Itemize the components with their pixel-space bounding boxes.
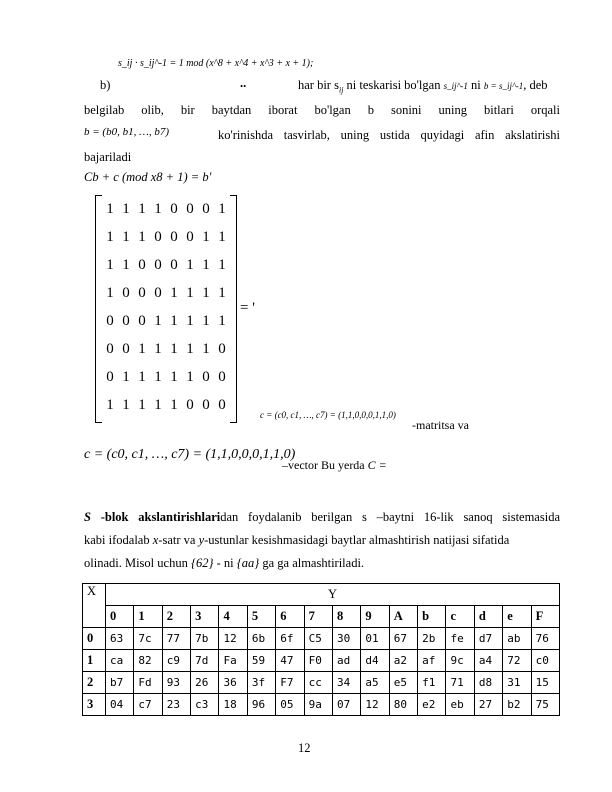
matrix-cell: 0 bbox=[106, 369, 114, 385]
column-header: 8 bbox=[332, 606, 360, 628]
table-cell: 05 bbox=[276, 694, 304, 716]
matrix-cell: 1 bbox=[154, 369, 162, 385]
matrix-cell: 1 bbox=[202, 257, 210, 273]
table-cell: a4 bbox=[474, 650, 502, 672]
matrix-cell: 0 bbox=[218, 341, 226, 357]
table-cell: 04 bbox=[105, 694, 133, 716]
matrix-cell: 0 bbox=[154, 257, 162, 273]
table-cell: 7d bbox=[191, 650, 219, 672]
column-header: F bbox=[531, 606, 559, 628]
table-cell: 7b bbox=[191, 628, 219, 650]
table-cell: e5 bbox=[389, 672, 417, 694]
x-header: X bbox=[83, 584, 106, 628]
matrix-cell: 0 bbox=[202, 397, 210, 413]
matrix-row bbox=[96, 251, 236, 279]
table-cell: a2 bbox=[389, 650, 417, 672]
matrix-cell: 1 bbox=[202, 229, 210, 245]
matrix-cell: 0 bbox=[186, 201, 194, 217]
column-header: 1 bbox=[134, 606, 162, 628]
table-cell: 07 bbox=[332, 694, 360, 716]
text: ni teskarisi bo'lgan bbox=[343, 78, 444, 92]
matrix-row bbox=[96, 335, 236, 363]
table-row bbox=[83, 628, 560, 650]
matrix-cell: 0 bbox=[186, 229, 194, 245]
text: –vector Bu yerda bbox=[282, 458, 368, 472]
item-label-b: b) bbox=[100, 78, 111, 92]
para-b-line1 bbox=[298, 78, 548, 95]
matrix-cell: 1 bbox=[170, 285, 178, 301]
c-vector-large: c = (c0, c1, …, c7) = (1,1,0,0,0,1,1,0) bbox=[84, 447, 296, 462]
column-header: 9 bbox=[361, 606, 389, 628]
column-header: 7 bbox=[304, 606, 332, 628]
table-cell: e2 bbox=[418, 694, 446, 716]
matrix-cell: 0 bbox=[122, 341, 130, 357]
matrix-C bbox=[95, 195, 237, 423]
table-header-row bbox=[83, 584, 560, 606]
matrix-cell: 1 bbox=[170, 369, 178, 385]
column-header: 2 bbox=[162, 606, 190, 628]
text: ga ga almashtiriladi. bbox=[259, 556, 365, 570]
matrix-cell: 0 bbox=[122, 313, 130, 329]
table-cell: 6f bbox=[276, 628, 304, 650]
table-cell: 71 bbox=[446, 672, 474, 694]
matrix-equals: = ' bbox=[240, 300, 255, 316]
matrix-cell: 0 bbox=[154, 229, 162, 245]
matrix-cell: 0 bbox=[138, 257, 146, 273]
table-cell: 63 bbox=[105, 628, 133, 650]
column-header: c bbox=[446, 606, 474, 628]
sblock-line1 bbox=[84, 510, 560, 525]
matrix-cell: 1 bbox=[122, 257, 130, 273]
y-header: Y bbox=[105, 584, 559, 606]
table-cell: d8 bbox=[474, 672, 502, 694]
example-input: {62} bbox=[190, 556, 214, 570]
matrix-cell: 1 bbox=[202, 341, 210, 357]
matrix-row bbox=[96, 391, 236, 419]
table-cell: 6b bbox=[247, 628, 275, 650]
table-cell: cc bbox=[304, 672, 332, 694]
matrix-cell: 1 bbox=[186, 341, 194, 357]
table-cell: 31 bbox=[503, 672, 531, 694]
column-header: 5 bbox=[247, 606, 275, 628]
table-cell: af bbox=[418, 650, 446, 672]
table-cell: 12 bbox=[219, 628, 247, 650]
table-cell: 59 bbox=[247, 650, 275, 672]
matrix-cell: 1 bbox=[106, 285, 114, 301]
table-cell: F7 bbox=[276, 672, 304, 694]
column-header: b bbox=[418, 606, 446, 628]
table-cell: ca bbox=[105, 650, 133, 672]
table-cell: 75 bbox=[531, 694, 559, 716]
para-b-line4: bajariladi bbox=[84, 150, 132, 164]
matrix-cell: 0 bbox=[218, 397, 226, 413]
matrix-cell: 1 bbox=[122, 201, 130, 217]
text: -satr va bbox=[158, 533, 199, 547]
matrix-cell: 0 bbox=[106, 313, 114, 329]
table-cell: ab bbox=[503, 628, 531, 650]
table-cell: ad bbox=[332, 650, 360, 672]
matrix-cell: 0 bbox=[122, 285, 130, 301]
sblock-line2 bbox=[84, 533, 509, 548]
table-cell: 23 bbox=[162, 694, 190, 716]
bold-text: -blok akslantirishlari bbox=[90, 510, 221, 524]
table-cell: d4 bbox=[361, 650, 389, 672]
table-cell: c7 bbox=[134, 694, 162, 716]
matrix-cell: 0 bbox=[202, 201, 210, 217]
table-cell: 34 bbox=[332, 672, 360, 694]
dots: .. bbox=[240, 76, 247, 90]
table-cell: C5 bbox=[304, 628, 332, 650]
b-vector: b = (b0, b1, …, b7) bbox=[84, 126, 170, 138]
row-header: 1 bbox=[83, 650, 106, 672]
text: ni bbox=[467, 78, 484, 92]
matrix-cell: 1 bbox=[218, 201, 226, 217]
matrix-cell: 0 bbox=[186, 397, 194, 413]
y-var: y bbox=[198, 533, 205, 547]
table-cell: 18 bbox=[219, 694, 247, 716]
table-cell: 76 bbox=[531, 628, 559, 650]
sblock-line3 bbox=[84, 556, 364, 571]
matrix-cell: 1 bbox=[154, 341, 162, 357]
table-cell: 36 bbox=[219, 672, 247, 694]
table-cell: 9c bbox=[446, 650, 474, 672]
table-cell: fe bbox=[446, 628, 474, 650]
matrix-row bbox=[96, 195, 236, 223]
matrix-cell: 0 bbox=[170, 257, 178, 273]
table-cell: 01 bbox=[361, 628, 389, 650]
c-vector-small: c = (c0, c1, …, c7) = (1,1,0,0,0,1,1,0) bbox=[260, 410, 396, 420]
table-cell: F0 bbox=[304, 650, 332, 672]
table-row bbox=[83, 694, 560, 716]
matrix-row bbox=[96, 223, 236, 251]
text: dan foydalanib berilgan s –baytni 16-lik sanoq sistemasida bbox=[220, 510, 560, 524]
matrix-row bbox=[96, 279, 236, 307]
row-header: 2 bbox=[83, 672, 106, 694]
matrix-cell: 1 bbox=[218, 313, 226, 329]
S-symbol: S bbox=[84, 510, 91, 524]
table-cell: 67 bbox=[389, 628, 417, 650]
table-cell: Fa bbox=[219, 650, 247, 672]
text: olinadi. Misol uchun bbox=[84, 556, 191, 570]
column-header: 4 bbox=[219, 606, 247, 628]
matrix-cell: 1 bbox=[138, 341, 146, 357]
text: - ni bbox=[213, 556, 237, 570]
matrix-cell: 0 bbox=[170, 229, 178, 245]
formula-inverse: s_ij · s_ij^-1 = 1 mod (x^8 + x^4 + x^3 + x + 1); bbox=[118, 58, 314, 69]
text: -ustunlar kesishmasidagi baytlar almashtirish natijasi sifatida bbox=[204, 533, 510, 547]
affine-formula: Cb + c (mod x8 + 1) = b' bbox=[84, 170, 212, 184]
table-cell: 27 bbox=[474, 694, 502, 716]
matrix-cell: 1 bbox=[186, 285, 194, 301]
table-cell: 15 bbox=[531, 672, 559, 694]
table-cell: 2b bbox=[418, 628, 446, 650]
matrix-row bbox=[96, 363, 236, 391]
table-cell: 3f bbox=[247, 672, 275, 694]
matrix-cell: 1 bbox=[154, 201, 162, 217]
matrix-cell: 1 bbox=[218, 285, 226, 301]
table-cell: d7 bbox=[474, 628, 502, 650]
table-cell: eb bbox=[446, 694, 474, 716]
matrix-cell: 1 bbox=[202, 313, 210, 329]
table-cell: 80 bbox=[389, 694, 417, 716]
matrix-cell: 1 bbox=[170, 397, 178, 413]
matrix-cell: 1 bbox=[154, 313, 162, 329]
matrix-cell: 1 bbox=[106, 257, 114, 273]
table-cell: Fd bbox=[134, 672, 162, 694]
matrix-cell: 1 bbox=[106, 201, 114, 217]
matrix-cell: 1 bbox=[138, 229, 146, 245]
para-b-line2: belgilab olib, bir baytdan iborat bo'lgan b sonini uning bitlari orqali bbox=[84, 103, 560, 117]
matrix-cell: 1 bbox=[218, 229, 226, 245]
matrix-cell: 1 bbox=[186, 369, 194, 385]
column-header: A bbox=[389, 606, 417, 628]
column-header: d bbox=[474, 606, 502, 628]
text: , deb bbox=[523, 78, 548, 92]
matrix-cell: 1 bbox=[170, 341, 178, 357]
table-row bbox=[83, 672, 560, 694]
column-header: 3 bbox=[191, 606, 219, 628]
formula: b = s_ij^-1 bbox=[483, 81, 524, 91]
matrix-cell: 1 bbox=[122, 229, 130, 245]
example-output: {aa} bbox=[236, 556, 260, 570]
table-cell: 82 bbox=[134, 650, 162, 672]
page-number: 12 bbox=[298, 741, 311, 755]
table-cell: b7 bbox=[105, 672, 133, 694]
table-cell: 47 bbox=[276, 650, 304, 672]
matrix-cell: 1 bbox=[106, 229, 114, 245]
table-cell: c9 bbox=[162, 650, 190, 672]
column-header: 0 bbox=[105, 606, 133, 628]
column-header: 6 bbox=[276, 606, 304, 628]
table-cell: b2 bbox=[503, 694, 531, 716]
table-row bbox=[83, 650, 560, 672]
table-cell: 9a bbox=[304, 694, 332, 716]
table-cell: 12 bbox=[361, 694, 389, 716]
matrix-cell: 1 bbox=[122, 397, 130, 413]
table-cell: f1 bbox=[418, 672, 446, 694]
para-b-line3: ko'rinishda tasvirlab, uning ustida quyidagi afin akslatirishi bbox=[218, 128, 560, 142]
x-var: x bbox=[152, 533, 159, 547]
matrix-cell: 0 bbox=[202, 369, 210, 385]
table-cell: 93 bbox=[162, 672, 190, 694]
column-header: e bbox=[503, 606, 531, 628]
matrix-cell: 1 bbox=[186, 257, 194, 273]
matrix-cell: 0 bbox=[154, 285, 162, 301]
table-cell: a5 bbox=[361, 672, 389, 694]
vector-label bbox=[282, 458, 387, 473]
table-cell: c0 bbox=[531, 650, 559, 672]
table-cell: 7c bbox=[134, 628, 162, 650]
matrix-cell: 1 bbox=[170, 313, 178, 329]
table-cell: 30 bbox=[332, 628, 360, 650]
matrix-cell: 1 bbox=[218, 257, 226, 273]
matrix-cell: 1 bbox=[106, 397, 114, 413]
table-cell: 96 bbox=[247, 694, 275, 716]
matrix-cell: 0 bbox=[218, 369, 226, 385]
matrix-cell: 1 bbox=[138, 397, 146, 413]
matrix-row bbox=[96, 307, 236, 335]
column-header-row bbox=[83, 606, 560, 628]
matrix-cell: 0 bbox=[138, 285, 146, 301]
formula: s_ij^-1 bbox=[443, 81, 468, 91]
text: har bir s bbox=[298, 78, 339, 92]
C-equals: C = bbox=[367, 458, 387, 472]
matrix-cell: 0 bbox=[170, 201, 178, 217]
matrix-cell: 0 bbox=[106, 341, 114, 357]
subscript: ij bbox=[338, 85, 344, 95]
matrix-cell: 0 bbox=[138, 313, 146, 329]
matrix-cell: 1 bbox=[202, 285, 210, 301]
text: kabi ifodalab bbox=[84, 533, 153, 547]
matrix-cell: 1 bbox=[138, 201, 146, 217]
matrix-cell: 1 bbox=[154, 397, 162, 413]
row-header: 3 bbox=[83, 694, 106, 716]
matrix-cell: 1 bbox=[122, 369, 130, 385]
matrix-cell: 1 bbox=[186, 313, 194, 329]
table-cell: 26 bbox=[191, 672, 219, 694]
row-header: 0 bbox=[83, 628, 106, 650]
sbox-table bbox=[82, 583, 560, 716]
matrix-cell: 1 bbox=[138, 369, 146, 385]
matrix-label: -matritsa va bbox=[412, 418, 469, 432]
table-cell: c3 bbox=[191, 694, 219, 716]
table-cell: 72 bbox=[503, 650, 531, 672]
table-cell: 77 bbox=[162, 628, 190, 650]
